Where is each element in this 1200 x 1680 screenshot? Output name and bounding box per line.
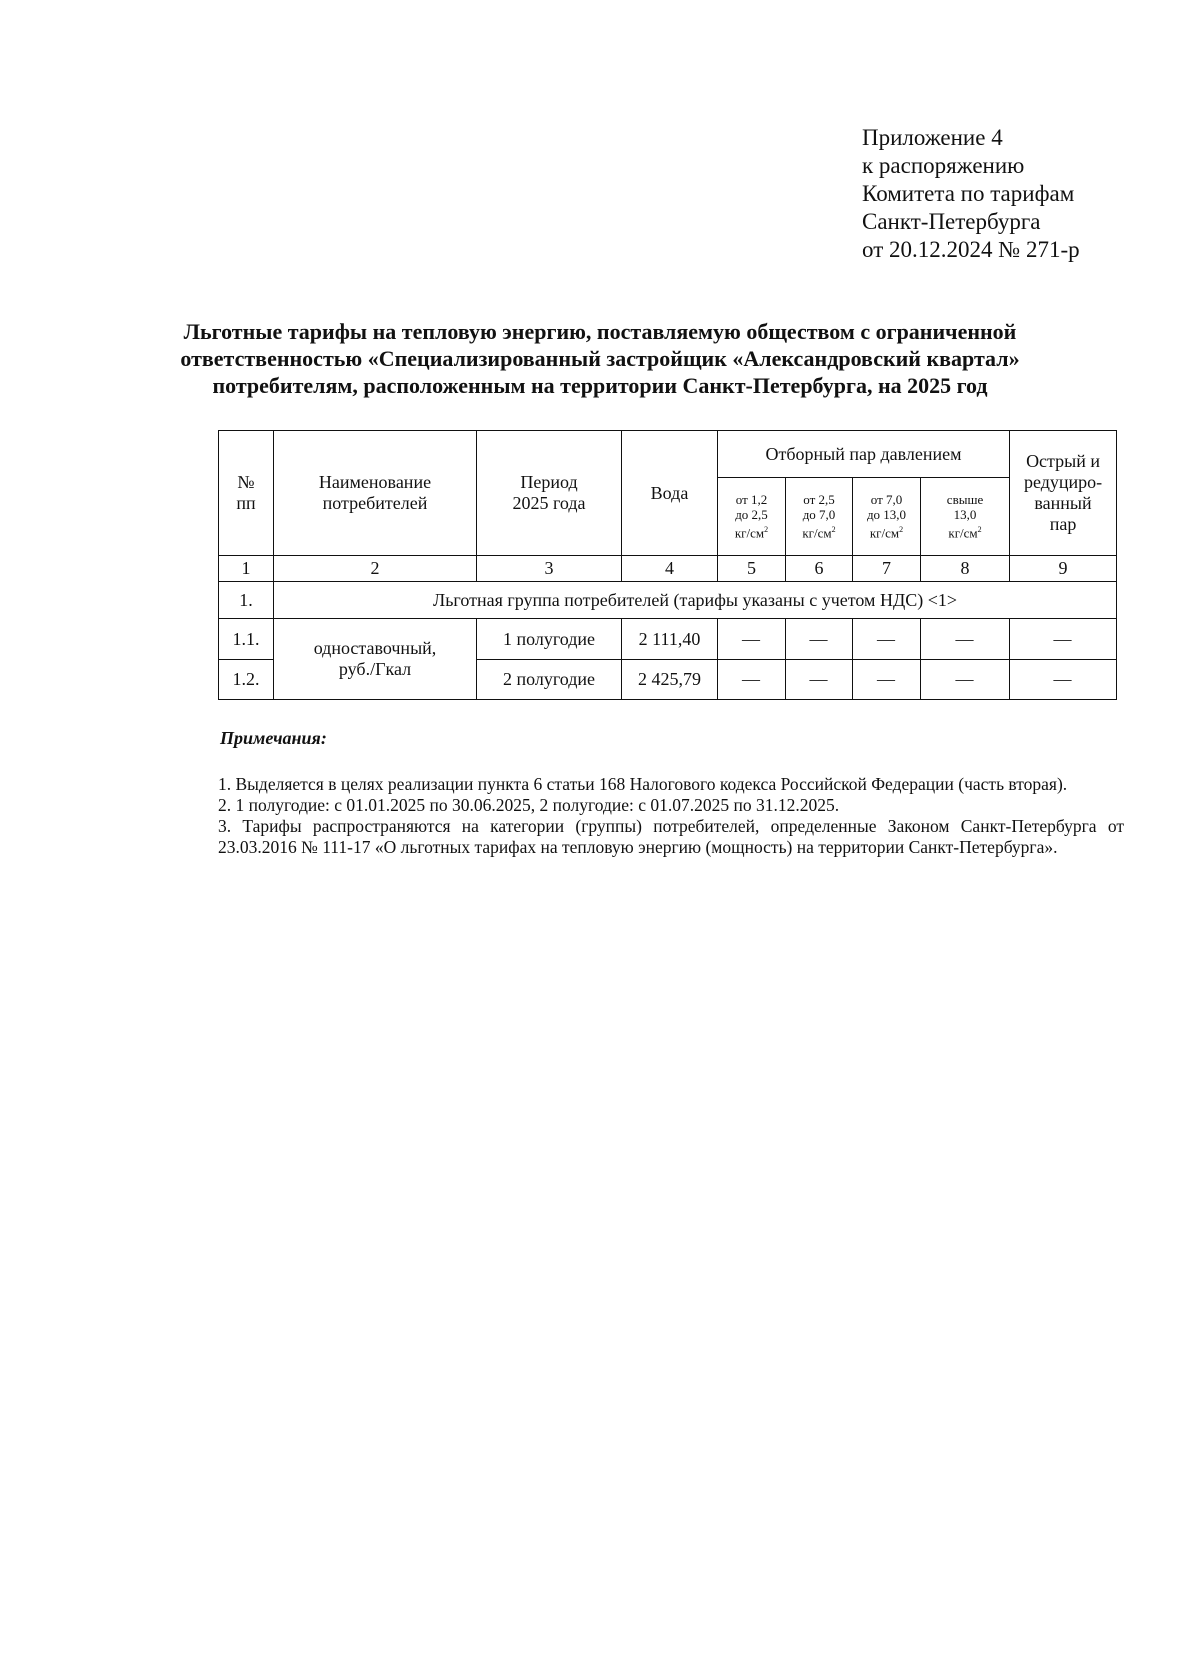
col-number: 3 <box>477 556 622 582</box>
group-row <box>219 582 1117 619</box>
col-number: 5 <box>718 556 786 582</box>
document-title <box>150 318 1050 399</box>
title-line: ответственностью «Специализированный застройщик «Александровский квартал» <box>180 346 1020 371</box>
header-consumers: Наименование потребителей <box>274 431 477 556</box>
tariff-table <box>218 430 1117 700</box>
col-number: 8 <box>921 556 1010 582</box>
header-pressure-2: от 2,5 до 7,0 $кг/см^2$ <box>786 478 853 556</box>
col-number: 6 <box>786 556 853 582</box>
row-num: 1.2. <box>219 660 274 700</box>
row-pressure-2: — <box>786 619 853 660</box>
header-num: № пп <box>219 431 274 556</box>
row-sharp-steam: — <box>1010 619 1117 660</box>
col-number: 2 <box>274 556 477 582</box>
title-line: Льготные тарифы на тепловую энергию, поставляемую обществом с ограниченной <box>183 319 1017 344</box>
group-num: 1. <box>219 582 274 619</box>
row-pressure-2: — <box>786 660 853 700</box>
appendix-line: Комитета по тарифам <box>862 181 1075 206</box>
header-pressure-4: свыше 13,0 $кг/см^2$ <box>921 478 1010 556</box>
row-pressure-1: — <box>718 619 786 660</box>
row-water: 2 425,79 <box>622 660 718 700</box>
row-period: 2 полугодие <box>477 660 622 700</box>
appendix-header <box>862 124 1080 264</box>
col-number: 7 <box>853 556 921 582</box>
column-numbers-row <box>219 556 1117 582</box>
row-sharp-steam: — <box>1010 660 1117 700</box>
row-water: 2 111,40 <box>622 619 718 660</box>
header-row-top <box>219 431 1117 478</box>
header-pressure-3: от 7,0 до 13,0 $кг/см^2$ <box>853 478 921 556</box>
header-sharp-steam: Острый и редуциро- ванный пар <box>1010 431 1117 556</box>
group-label: Льготная группа потребителей (тарифы указаны с учетом НДС) <1> <box>274 582 1117 619</box>
col-number: 1 <box>219 556 274 582</box>
header-pressure-1: от 1,2 до 2,5 $кг/см^2$ <box>718 478 786 556</box>
note-item: 3. Тарифы распространяются на категории (группы) потребителей, определенные Законом Санкт-Петербурга от 23.03.2016 № 111-17 «О льготных тарифах на тепловую энергию (мощность) на территории Санкт-Петербурга». <box>218 816 1124 857</box>
header-water: Вода <box>622 431 718 556</box>
row-pressure-3: — <box>853 660 921 700</box>
row-num: 1.1. <box>219 619 274 660</box>
row-pressure-4: — <box>921 619 1010 660</box>
table-row <box>219 619 1117 660</box>
row-pressure-3: — <box>853 619 921 660</box>
appendix-line: Приложение 4 <box>862 125 1003 150</box>
row-pressure-4: — <box>921 660 1010 700</box>
row-period: 1 полугодие <box>477 619 622 660</box>
header-steam-group: Отборный пар давлением <box>718 431 1010 478</box>
notes-list <box>218 774 1124 858</box>
note-item: 2. 1 полугодие: с 01.01.2025 по 30.06.2025, 2 полугодие: с 01.07.2025 по 31.12.2025. <box>218 795 840 815</box>
consumer-name: одноставочный, руб./Гкал <box>274 619 477 700</box>
notes-heading: Примечания: <box>220 728 327 748</box>
row-pressure-1: — <box>718 660 786 700</box>
header-period: Период 2025 года <box>477 431 622 556</box>
title-line: потребителям, расположенным на территории Санкт-Петербурга, на 2025 год <box>212 373 988 398</box>
appendix-line: от 20.12.2024 № 271-р <box>862 237 1080 262</box>
appendix-line: к распоряжению <box>862 153 1025 178</box>
appendix-line: Санкт-Петербурга <box>862 209 1041 234</box>
note-item: 1. Выделяется в целях реализации пункта 6 статьи 168 Налогового кодекса Российской Федерации (часть вторая). <box>218 774 1068 794</box>
col-number: 4 <box>622 556 718 582</box>
col-number: 9 <box>1010 556 1117 582</box>
